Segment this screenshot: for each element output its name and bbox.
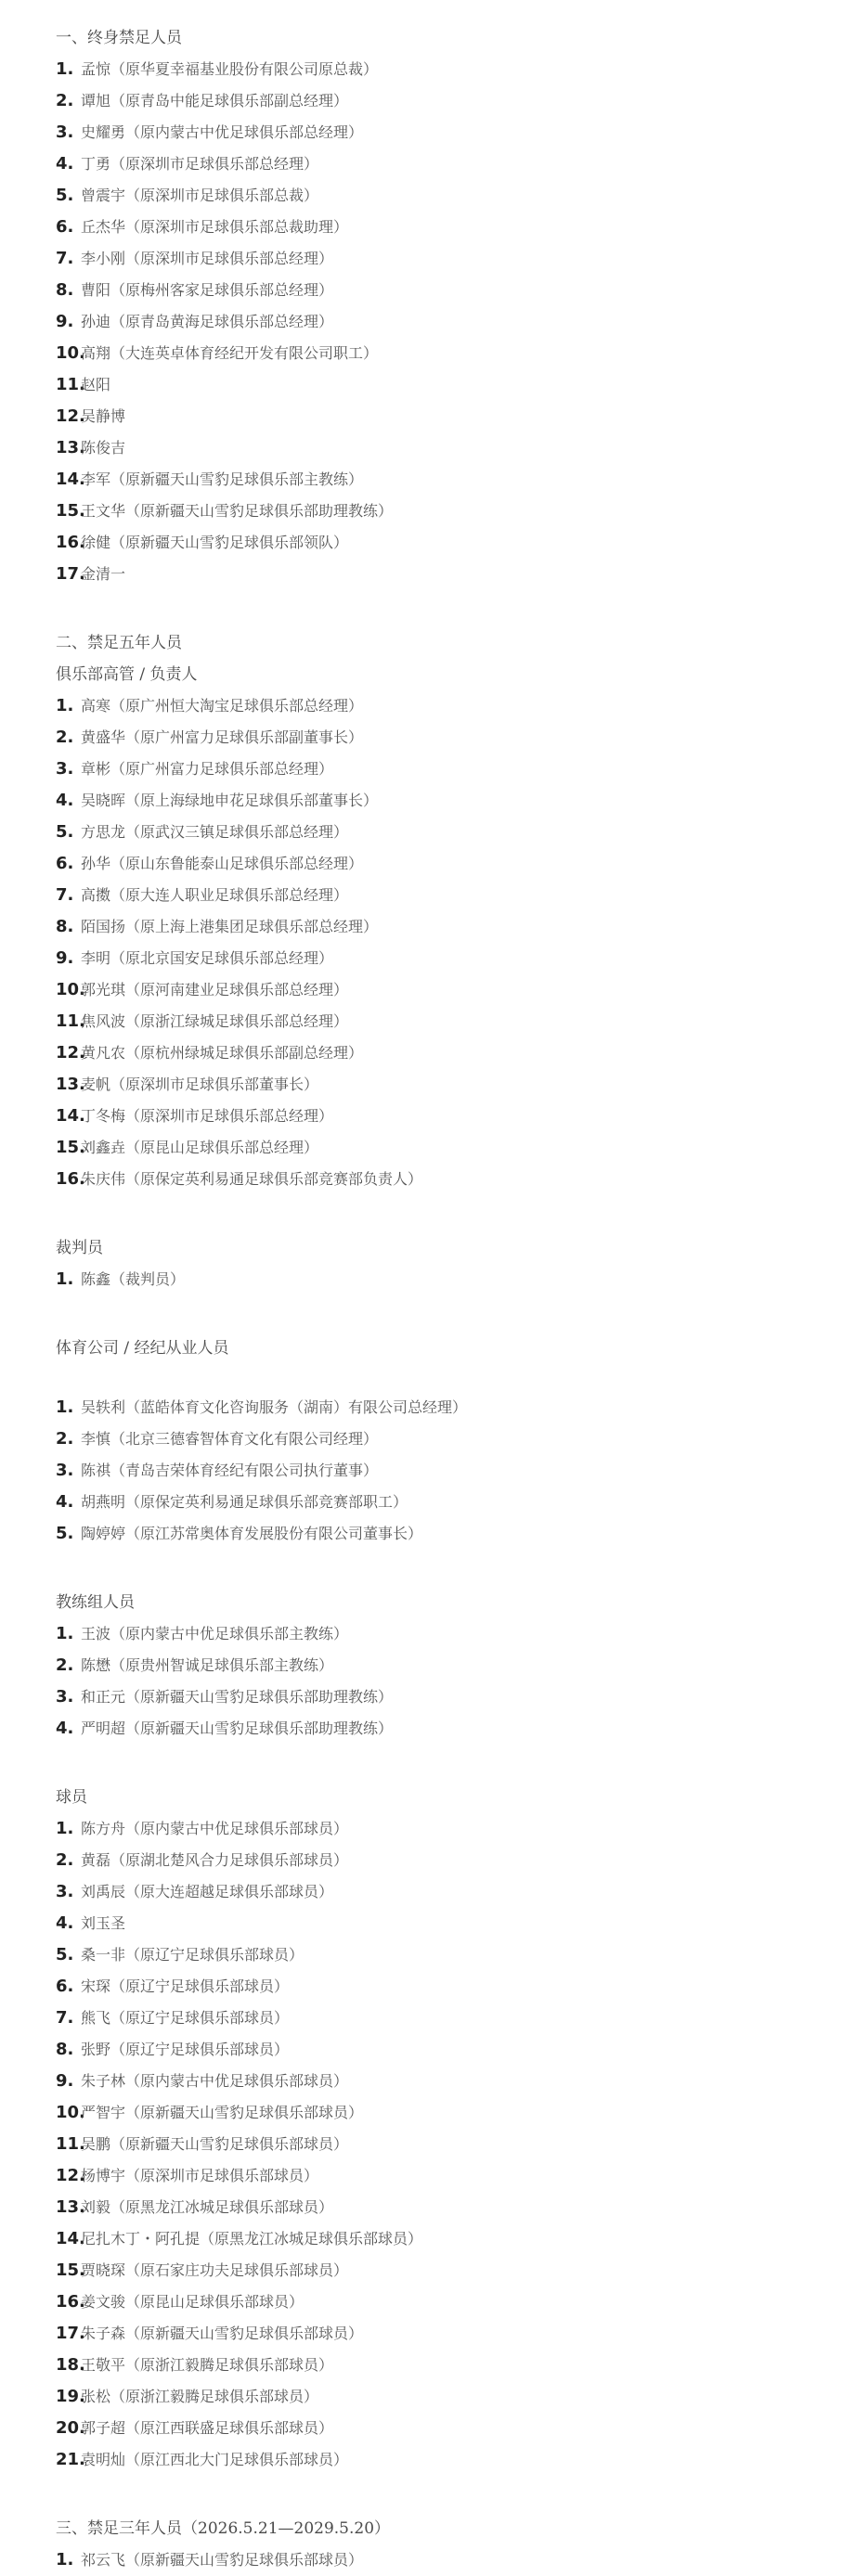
list-item-number: 3. [56,759,74,779]
list-item-text: 陌国扬（原上海上港集团足球俱乐部总经理） [81,918,379,935]
list-item [56,2255,868,2286]
list-item-text: 赵阳 [81,376,111,393]
list-item [56,2003,868,2034]
list-item-text: 郭光琪（原河南建业足球俱乐部总经理） [81,981,349,998]
section-subheading: 球员 [56,1788,87,1807]
list-item-text: 高翔（大连英卓体育经纪开发有限公司职工） [81,344,379,362]
section-players [56,1782,868,2476]
list-item-text: 朱子林（原内蒙古中优足球俱乐部球员） [81,2072,349,2090]
list-item [56,243,868,275]
list-item [56,2413,868,2444]
list-item-text: 贾晓琛（原石家庄功夫足球俱乐部球员） [81,2261,349,2279]
three-year-ban-list [56,2544,868,2576]
list-item-number: 16. [56,2292,85,2312]
list-item-number: 2. [56,728,74,747]
list-item [56,1650,868,1681]
section-three-year-ban [56,2513,868,2576]
list-item-text: 刘毅（原黑龙江冰城足球俱乐部球员） [81,2198,334,2216]
spacer [56,590,868,627]
list-item-text: 陈俊吉 [81,439,126,457]
list-item [56,2223,868,2255]
list-item [56,817,868,848]
list-item [56,880,868,911]
spacer [56,1195,868,1232]
list-item-number: 17. [56,564,85,584]
list-item [56,1713,868,1745]
list-item-number: 3. [56,122,74,142]
list-item-text: 陈鑫（裁判员） [81,1270,186,1288]
list-item-number: 2. [56,1655,74,1675]
list-item-number: 14. [56,470,85,489]
list-item-number: 4. [56,1719,74,1738]
section-heading: 三、禁足三年人员（2026.5.21—2029.5.20） [56,2519,391,2538]
list-item-text: 吴鹏（原新疆天山雪豹足球俱乐部球员） [81,2135,349,2153]
list-item-number: 2. [56,91,74,110]
list-item-text: 金清一 [81,565,126,583]
list-item-text: 曹阳（原梅州客家足球俱乐部总经理） [81,281,334,299]
list-item [56,1392,868,1423]
list-item-text: 丘杰华（原深圳市足球俱乐部总裁助理） [81,218,349,236]
list-item-number: 9. [56,312,74,331]
list-item [56,464,868,496]
list-item-number: 11. [56,375,85,394]
spacer [56,1745,868,1782]
list-item-text: 朱庆伟（原保定英利易通足球俱乐部竞赛部负责人） [81,1170,423,1188]
list-item-number: 3. [56,1461,74,1480]
list-item [56,117,868,148]
list-item-text: 朱子森（原新疆天山雪豹足球俱乐部球员） [81,2325,364,2342]
list-item-text: 袁明灿（原江西北大门足球俱乐部球员） [81,2451,349,2468]
list-item-number: 15. [56,1138,85,1157]
list-item [56,338,868,369]
list-item-number: 12. [56,2166,85,2185]
list-item-number: 3. [56,1882,74,1901]
section-lifetime-ban [56,22,868,590]
spacer [56,2476,868,2513]
list-item [56,2160,868,2192]
lifetime-ban-list [56,54,868,590]
list-item [56,1037,868,1069]
list-item-number: 1. [56,2550,74,2570]
list-item-number: 10. [56,343,85,363]
list-item-text: 陈祺（青岛吉荣体育经纪有限公司执行董事） [81,1462,379,1479]
list-item [56,1939,868,1971]
list-item [56,527,868,559]
list-item [56,369,868,401]
list-item-text: 刘鑫垚（原昆山足球俱乐部总经理） [81,1139,319,1156]
list-item-number: 6. [56,217,74,237]
section-five-year-ban [56,627,868,1195]
sports-companies-list [56,1392,868,1550]
list-item-text: 刘玉圣 [81,1914,126,1932]
list-item-number: 15. [56,501,85,521]
list-item-number: 4. [56,1492,74,1512]
list-item [56,1618,868,1650]
list-item [56,1681,868,1713]
list-item-number: 5. [56,1524,74,1543]
list-item [56,85,868,117]
list-item [56,722,868,753]
list-item [56,753,868,785]
list-item [56,2192,868,2223]
list-item-text: 李军（原新疆天山雪豹足球俱乐部主教练） [81,470,364,488]
list-item-number: 11. [56,2134,85,2154]
list-item [56,1813,868,1845]
list-item-number: 5. [56,1945,74,1964]
list-item-number: 21. [56,2450,85,2469]
referees-list [56,1264,868,1295]
list-item-number: 10. [56,980,85,999]
list-item-number: 13. [56,2197,85,2217]
list-item-text: 焦风波（原浙江绿城足球俱乐部总经理） [81,1012,349,1030]
list-item-text: 张野（原辽宁足球俱乐部球员） [81,2041,290,2058]
list-item-number: 9. [56,2071,74,2091]
section-referees [56,1232,868,1295]
list-item [56,2097,868,2129]
list-item-text: 严智宇（原新疆天山雪豹足球俱乐部球员） [81,2104,364,2121]
list-item-text: 曾震宇（原深圳市足球俱乐部总裁） [81,187,319,204]
list-item-number: 10. [56,2103,85,2122]
list-item-text: 李慎（北京三德睿智体育文化有限公司经理） [81,1430,379,1448]
list-item-number: 8. [56,917,74,936]
list-item-number: 7. [56,249,74,268]
section-subheading: 裁判员 [56,1239,103,1257]
list-item-text: 谭旭（原青岛中能足球俱乐部副总经理） [81,92,349,109]
list-item [56,559,868,590]
list-item [56,848,868,880]
list-item-number: 1. [56,1269,74,1289]
list-item-text: 黄盛华（原广州富力足球俱乐部副董事长） [81,728,364,746]
list-item [56,2066,868,2097]
list-item-number: 11. [56,1011,85,1031]
list-item [56,1876,868,1908]
list-item-text: 王文华（原新疆天山雪豹足球俱乐部助理教练） [81,502,394,520]
list-item [56,401,868,432]
list-item-text: 史耀勇（原内蒙古中优足球俱乐部总经理） [81,123,364,141]
coaching-staff-list [56,1618,868,1745]
list-item-number: 8. [56,2040,74,2059]
list-item-text: 刘禹辰（原大连超越足球俱乐部球员） [81,1883,334,1900]
list-item-number: 18. [56,2355,85,2375]
list-item-number: 1. [56,1397,74,1417]
list-item-number: 13. [56,438,85,457]
list-item-text: 孙华（原山东鲁能泰山足球俱乐部总经理） [81,855,364,872]
list-item-number: 12. [56,1043,85,1063]
list-item [56,1487,868,1518]
list-item-text: 李小刚（原深圳市足球俱乐部总经理） [81,250,334,267]
list-item-number: 4. [56,1913,74,1933]
list-item [56,1132,868,1164]
list-item [56,2286,868,2318]
list-item-text: 桑一非（原辽宁足球俱乐部球员） [81,1946,304,1964]
list-item-text: 黄磊（原湖北楚风合力足球俱乐部球员） [81,1851,349,1869]
list-item [56,212,868,243]
list-item-text: 杨博宇（原深圳市足球俱乐部球员） [81,2167,319,2184]
players-list [56,1813,868,2476]
list-item [56,1069,868,1101]
list-item-text: 高擞（原大连人职业足球俱乐部总经理） [81,886,349,904]
section-sports-companies [56,1333,868,1550]
list-item [56,1971,868,2003]
list-item [56,974,868,1006]
list-item-text: 陶婷婷（原江苏常奥体育发展股份有限公司董事长） [81,1525,423,1542]
list-item-number: 7. [56,885,74,905]
list-item [56,432,868,464]
list-item [56,2444,868,2476]
list-item-text: 熊飞（原辽宁足球俱乐部球员） [81,2009,290,2027]
list-item-text: 方思龙（原武汉三镇足球俱乐部总经理） [81,823,349,841]
list-item-text: 吴静博 [81,407,126,425]
list-item [56,2350,868,2381]
list-item-text: 陈懋（原贵州智诚足球俱乐部主教练） [81,1656,334,1674]
list-item [56,2034,868,2066]
list-item [56,2318,868,2350]
list-item-text: 麦帆（原深圳市足球俱乐部董事长） [81,1075,319,1093]
list-item-text: 吴轶利（蓝皓体育文化咨询服务（湖南）有限公司总经理） [81,1398,468,1416]
list-item-number: 1. [56,1819,74,1838]
list-item-text: 郭子超（原江西联盛足球俱乐部球员） [81,2419,334,2437]
club-executives-list [56,690,868,1195]
list-item [56,1423,868,1455]
list-item-text: 胡燕明（原保定英利易通足球俱乐部竞赛部职工） [81,1493,408,1511]
list-item-number: 16. [56,1169,85,1189]
list-item [56,2129,868,2160]
list-item-number: 2. [56,1429,74,1449]
list-item-text: 王敬平（原浙江毅腾足球俱乐部球员） [81,2356,334,2374]
list-item-text: 孟惊（原华夏幸福基业股份有限公司原总裁） [81,60,379,78]
list-item [56,911,868,943]
list-item [56,1455,868,1487]
list-item [56,306,868,338]
list-item-number: 16. [56,533,85,552]
list-item [56,275,868,306]
list-item-text: 姜文骏（原昆山足球俱乐部球员） [81,2293,304,2311]
list-item-text: 高寒（原广州恒大淘宝足球俱乐部总经理） [81,697,364,715]
list-item [56,180,868,212]
section-heading: 一、终身禁足人员 [56,29,182,47]
section-subheading: 俱乐部高管 / 负责人 [56,665,198,684]
list-item [56,690,868,722]
list-item-number: 17. [56,2324,85,2343]
list-item-number: 6. [56,854,74,873]
section-subheading: 体育公司 / 经纪从业人员 [56,1339,229,1358]
spacer [56,1550,868,1587]
list-item [56,2544,868,2576]
list-item-number: 4. [56,154,74,174]
list-item-number: 19. [56,2387,85,2406]
list-item-text: 尼扎木丁・阿孔提（原黑龙江冰城足球俱乐部球员） [81,2230,423,2248]
list-item-number: 5. [56,822,74,842]
list-item-text: 宋琛（原辽宁足球俱乐部球员） [81,1977,290,1995]
section-heading: 二、禁足五年人员 [56,634,182,652]
list-item-number: 5. [56,186,74,205]
spacer [56,1364,868,1392]
list-item-number: 6. [56,1977,74,1996]
list-item-text: 丁冬梅（原深圳市足球俱乐部总经理） [81,1107,334,1125]
list-item-text: 张松（原浙江毅腾足球俱乐部球员） [81,2388,319,2405]
list-item [56,54,868,85]
spacer [56,1295,868,1333]
list-item [56,785,868,817]
list-item-text: 黄凡农（原杭州绿城足球俱乐部副总经理） [81,1044,364,1062]
list-item-number: 15. [56,2260,85,2280]
list-item-text: 徐健（原新疆天山雪豹足球俱乐部领队） [81,534,349,551]
list-item [56,1908,868,1939]
list-item [56,148,868,180]
list-item-number: 4. [56,791,74,810]
section-coaching-staff [56,1587,868,1745]
list-item-text: 吴晓晖（原上海绿地申花足球俱乐部董事长） [81,792,379,809]
list-item-number: 14. [56,2229,85,2248]
list-item-text: 丁勇（原深圳市足球俱乐部总经理） [81,155,319,173]
list-item-text: 李明（原北京国安足球俱乐部总经理） [81,949,334,967]
list-item-number: 9. [56,948,74,968]
list-item-text: 祁云飞（原新疆天山雪豹足球俱乐部球员） [81,2551,364,2569]
list-item-number: 1. [56,59,74,79]
list-item [56,1164,868,1195]
list-item-text: 孙迪（原青岛黄海足球俱乐部总经理） [81,313,334,330]
list-item-number: 20. [56,2418,85,2438]
list-item [56,2381,868,2413]
list-item-text: 章彬（原广州富力足球俱乐部总经理） [81,760,334,778]
list-item-number: 3. [56,1687,74,1707]
list-item [56,1518,868,1550]
list-item-number: 1. [56,1624,74,1643]
section-subheading: 教练组人员 [56,1593,135,1612]
list-item [56,1101,868,1132]
list-item [56,943,868,974]
list-item [56,1264,868,1295]
list-item-number: 12. [56,406,85,426]
list-item-number: 1. [56,696,74,715]
list-item-text: 严明超（原新疆天山雪豹足球俱乐部助理教练） [81,1719,394,1737]
list-item-number: 13. [56,1075,85,1094]
list-item-text: 王波（原内蒙古中优足球俱乐部主教练） [81,1625,349,1642]
list-item-text: 陈方舟（原内蒙古中优足球俱乐部球员） [81,1820,349,1837]
list-item-text: 和正元（原新疆天山雪豹足球俱乐部助理教练） [81,1688,394,1706]
list-item-number: 8. [56,280,74,300]
list-item-number: 7. [56,2008,74,2028]
list-item [56,1006,868,1037]
list-item-number: 2. [56,1850,74,1870]
list-item-number: 14. [56,1106,85,1126]
list-item [56,496,868,527]
list-item [56,1845,868,1876]
